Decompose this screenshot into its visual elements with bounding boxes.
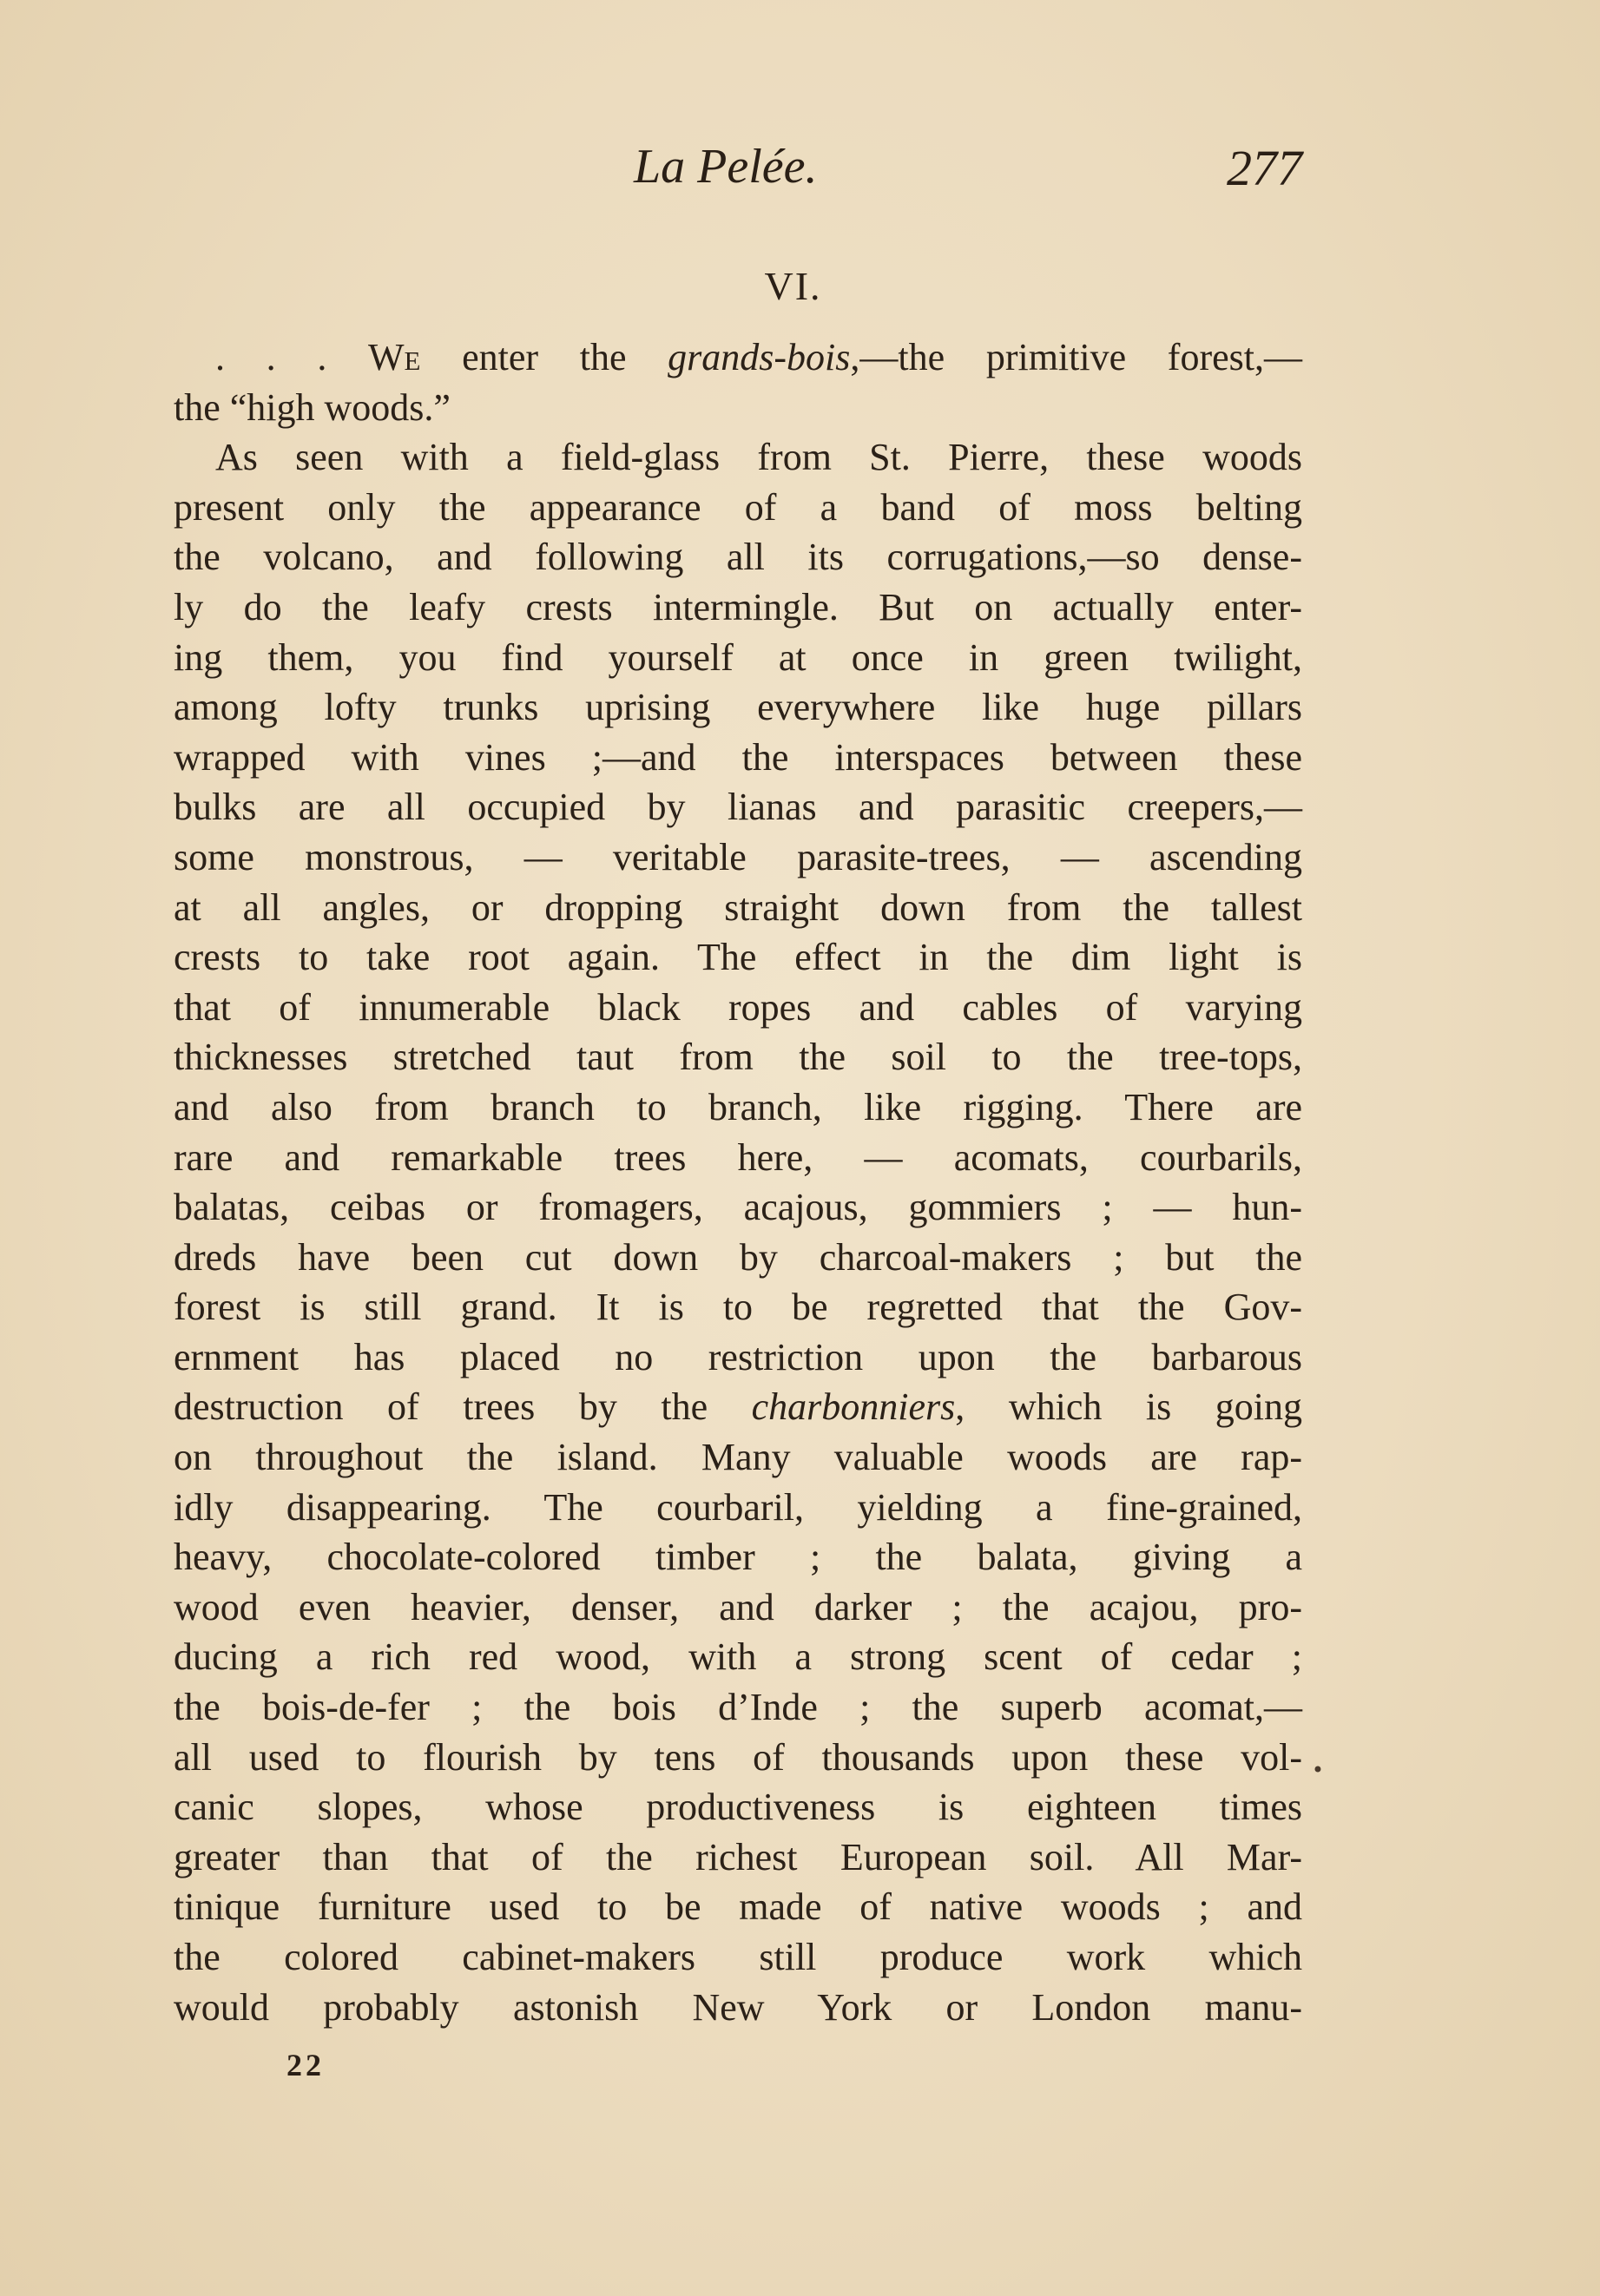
- section-number-text: VI.: [764, 264, 822, 308]
- text-line: and also from branch to branch, like rigging. There are: [174, 1085, 1302, 1128]
- running-head: [174, 139, 1302, 208]
- text-line: wood even heavier, denser, and darker ; the acajou, pro-: [174, 1585, 1302, 1628]
- text-line: ernment has placed no restriction upon the barbarous: [174, 1335, 1302, 1378]
- text-line: that of innumerable black ropes and cables of varying: [174, 985, 1302, 1029]
- text-line: thicknesses stretched taut from the soil to the tree-tops,: [174, 1036, 1302, 1079]
- section-number: [0, 263, 1600, 309]
- body-text: [174, 332, 1302, 2032]
- text-line: ly do the leafy crests intermingle. But on actually enter-: [174, 585, 1302, 628]
- page-number: 277: [1227, 140, 1302, 196]
- text-line: all used to flourish by tens of thousands upon these vol-: [174, 1735, 1302, 1779]
- text-line: some monstrous, — veritable parasite-trees, — ascending: [174, 835, 1302, 878]
- text-line: tinique furniture used to be made of native woods ; and: [174, 1885, 1302, 1929]
- text-line: balatas, ceibas or fromagers, acajous, gommiers ; — hun-: [174, 1186, 1302, 1229]
- text-line: ducing a rich red wood, with a strong scent of cedar ;: [174, 1635, 1302, 1679]
- text-line: destruction of trees by the charbonniers, which is going: [174, 1385, 1302, 1429]
- text-line: present only the appearance of a band of moss belting: [174, 485, 1302, 529]
- text-line: greater than that of the richest European soil. All Mar-: [174, 1835, 1302, 1878]
- text-line: wrapped with vines ;—and the interspaces between these: [174, 735, 1302, 779]
- italic-term: charbonniers: [751, 1385, 956, 1429]
- ink-speck: •: [1311, 1758, 1324, 1782]
- text-line: As seen with a field-glass from St. Pierre, these woods: [215, 436, 1302, 479]
- text-line: canic slopes, whose productiveness is eighteen times: [174, 1786, 1302, 1829]
- text-line: . . . We enter the grands-bois,—the primitive forest,—: [215, 336, 1302, 378]
- text-line: the volcano, and following all its corrugations,—so dense-: [174, 536, 1302, 579]
- text-line: heavy, chocolate-colored timber ; the balata, giving a: [174, 1536, 1302, 1579]
- chapter-title: La Pelée.: [634, 140, 818, 194]
- ellipsis: . . .: [215, 336, 368, 378]
- text-line: bulks are all occupied by lianas and parasitic creepers,—: [174, 786, 1302, 829]
- text-line: the “high woods.”: [174, 385, 451, 429]
- text-line: would probably astonish New York or London manu-: [174, 1985, 1302, 2029]
- text-line: at all angles, or dropping straight down from the tallest: [174, 885, 1302, 929]
- text-line: ing them, you find yourself at once in green twilight,: [174, 635, 1302, 679]
- text-line: the colored cabinet-makers still produce work which: [174, 1936, 1302, 1978]
- text-line: idly disappearing. The courbaril, yielding a fine-grained,: [174, 1485, 1302, 1529]
- text-line: crests to take root again. The effect in the dim light is: [174, 936, 1302, 979]
- text-line: dreds have been cut down by charcoal-makers ; but the: [174, 1235, 1302, 1279]
- italic-term: grands-bois: [668, 336, 851, 378]
- text-line: on throughout the island. Many valuable woods are rap-: [174, 1436, 1302, 1479]
- text-line: the bois-de-fer ; the bois d’Inde ; the superb acomat,—: [174, 1686, 1302, 1729]
- text-line: forest is still grand. It is to be regretted that the Gov-: [174, 1286, 1302, 1329]
- text-line: among lofty trunks uprising everywhere like huge pillars: [174, 686, 1302, 729]
- text-line: rare and remarkable trees here, — acomats, courbarils,: [174, 1135, 1302, 1179]
- smallcaps-opening: We: [368, 336, 421, 378]
- signature-mark: 22: [286, 2048, 325, 2082]
